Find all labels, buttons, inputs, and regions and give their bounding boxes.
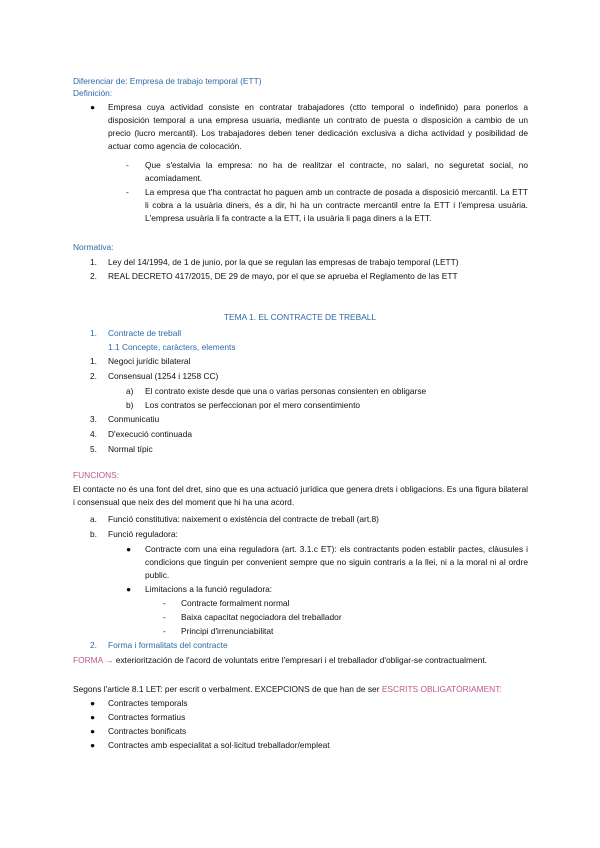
list-number: 1. (90, 356, 97, 366)
dash-icon: - (163, 626, 166, 636)
reguladora-bullet: Limitacions a la funció reguladora: (145, 584, 273, 594)
escrits-label: ESCRITS OBLIGATÒRIAMENT: (381, 684, 502, 694)
reguladora-bullet: Contracte com una eina reguladora (art. 3.1.c ET): els contractants poden establir pactes, clàusules i condicions que tinguin per convenient sempre que no siguin contraris a la llei, ni a la moral ni al ordre public. (145, 544, 528, 580)
arrow-icon: → (105, 655, 114, 665)
character-item: Consensual (1254 i 1258 CC) (108, 371, 219, 381)
bullet-icon: ● (90, 102, 96, 112)
subsection-title: 1.1 Concepte, caràcters, elements (108, 342, 236, 352)
character-item: Conmunicatiu (108, 414, 160, 424)
contracte-item: Contractes temporals (108, 698, 188, 708)
normativa-item: REAL DECRETO 417/2015, DE 29 de mayo, por el que se aprueba el Reglamento de las ETT (108, 271, 458, 281)
normativa-label: Normativa: (73, 242, 114, 252)
bullet-icon: ● (90, 698, 96, 708)
bullet-icon: ● (126, 584, 132, 594)
contracte-item: Contractes formatius (108, 712, 186, 722)
contracte-item: Contractes bonificats (108, 726, 187, 736)
definicion-label: Definición: (73, 88, 113, 98)
character-item: D'execució continuada (108, 429, 193, 439)
normativa-item: Ley del 14/1994, de 1 de junio, por la que se regulan las empresas de trabajo temporal (LETT) (108, 257, 459, 267)
funcions-paragraph: El contacte no és una font del dret, sino que es una actuació jurídica que genera drets i obligacions. Es una figura bilateral i consensual que neix des del moment que hi ha una acord. (73, 484, 528, 507)
dash-icon: - (163, 598, 166, 608)
limitacio-item: Contracte formalment normal (181, 598, 290, 608)
forma-label: FORMA (73, 655, 103, 665)
limitacio-item: Baixa capacitat negociadora del treballador (181, 612, 342, 622)
forma-paragraph (73, 654, 528, 667)
dash-icon: - (126, 187, 129, 197)
list-number: 2. (90, 271, 97, 281)
funcions-item: Funció constitutiva: naixement o existència del contracte de treball (art.8) (108, 514, 379, 524)
consensual-subitem: Los contratos se perfeccionan por el mero consentimiento (145, 400, 361, 410)
list-number: 3. (90, 414, 97, 424)
definicion-paragraph: Empresa cuya actividad consiste en contratar trabajadores (ctto temporal o indefinido) para ponerlos a disposición temporal a una empresa usuaria, mediante un contrato de puesta o disposición a cambio de un precio (lucro mercantil). Los trabajadores deben tener dedicación exclusiva a dicha actividad y posibilidad de actuar como agencia de colocación. (108, 102, 528, 151)
list-number: 4. (90, 429, 97, 439)
list-number: 1. (90, 257, 97, 267)
bullet-icon: ● (90, 726, 96, 736)
ett-paragraph: La empresa que t'ha contractat ho paguen amb un contracte de posada a disposició mercantil. La ETT li cobra a la usuària diners, és a dir, hi ha un contracte mercantil entre la ETT i l'empresa usuària. L'empresa usuària li fa contracte a la ETT, i la usuària li paga diners a la ETT. (145, 187, 528, 223)
character-item: Normal típic (108, 444, 153, 454)
list-letter: a) (126, 386, 134, 396)
bullet-icon: ● (126, 544, 132, 554)
section-title: Forma i formalitats del contracte (108, 640, 228, 650)
limitacio-item: Principi d'irrenunciabilitat (181, 626, 274, 636)
character-item: Negoci jurídic bilateral (108, 356, 191, 366)
dash-icon: - (163, 612, 166, 622)
list-number: 2. (90, 371, 97, 381)
section-number: 2. (90, 640, 97, 650)
list-letter: b) (126, 400, 134, 410)
list-letter: a. (90, 514, 97, 524)
section-number: 1. (90, 328, 97, 338)
segons-line (73, 683, 502, 696)
funcions-label: FUNCIONS: (73, 470, 120, 480)
funcions-item: Funció reguladora: (108, 529, 178, 539)
tema-title: TEMA 1. EL CONTRACTE DE TREBALL (223, 312, 377, 322)
heading-ett: Diferenciar de: Empresa de trabajo temporal (ETT) (73, 76, 262, 86)
dash-icon: - (126, 160, 129, 170)
list-number: 5. (90, 444, 97, 454)
estalvia-paragraph: Que s'estalvia la empresa: no ha de realitzar el contracte, no salari, no seguretat social, no acomiadament. (145, 160, 528, 183)
consensual-subitem: El contrato existe desde que una o varias personas consienten en obligarse (145, 386, 427, 396)
bullet-icon: ● (90, 712, 96, 722)
section-title: Contracte de treball (108, 328, 182, 338)
contracte-item: Contractes amb especialitat a sol·licitud treballador/empleat (108, 740, 330, 750)
segons-text: Segons l'article 8.1 LET: per escrit o verbalment. EXCEPCIONS de que han de ser (73, 684, 382, 694)
forma-text: exterioritzación de l'acord de voluntats entre l'empresari i el treballador d'obligar-se contractualment. (113, 655, 487, 665)
list-letter: b. (90, 529, 97, 539)
bullet-icon: ● (90, 740, 96, 750)
